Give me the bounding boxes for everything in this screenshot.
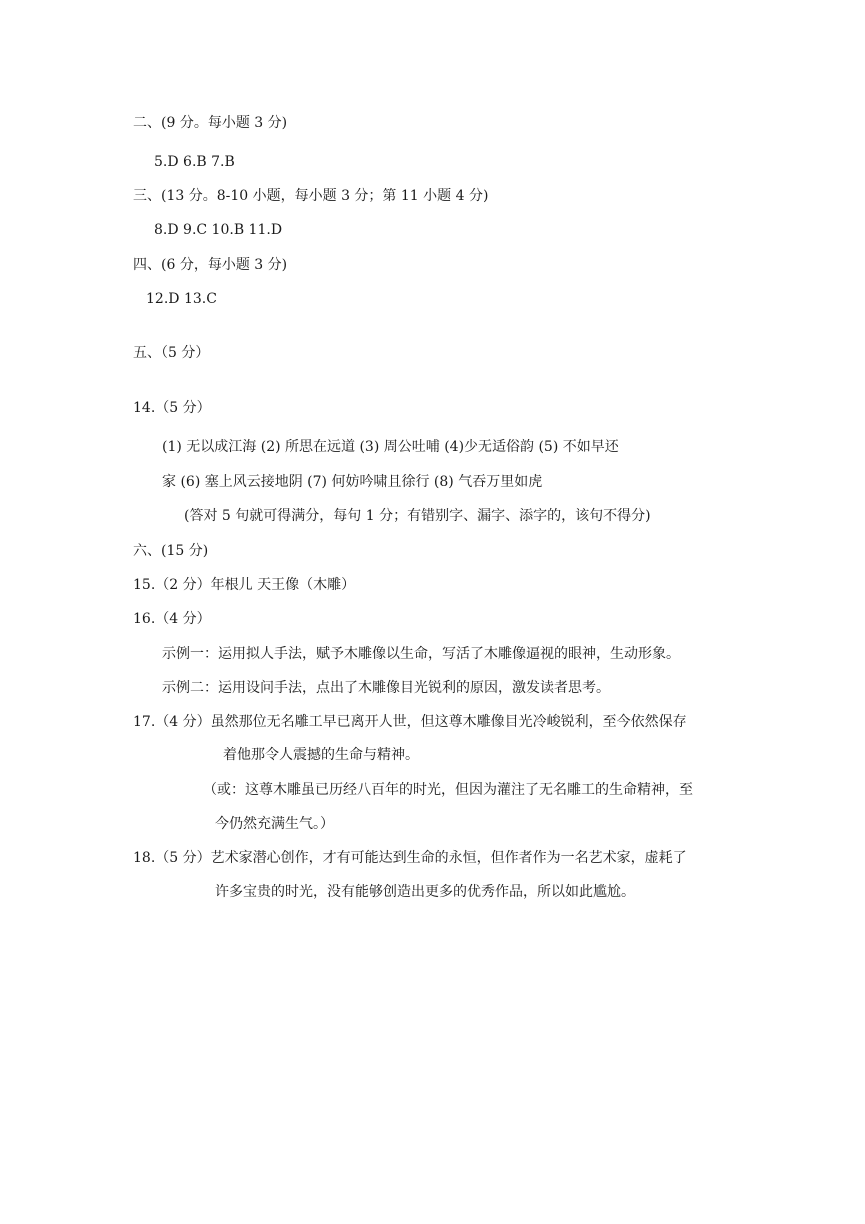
question-16-example-2: 示例二：运用设问手法，点出了木雕像目光锐利的原因，激发读者思考。 bbox=[162, 680, 610, 696]
question-15: 15.（2 分）年根儿 天王像（木雕） bbox=[133, 577, 356, 593]
question-17-line-2: 着他那令人震撼的生命与精神。 bbox=[223, 747, 419, 763]
question-17-alt-line-2: 今仍然充满生气。） bbox=[215, 816, 334, 832]
section-2-header: 二、(9 分。每小题 3 分) bbox=[133, 115, 288, 131]
section-2-answers: 5.D 6.B 7.B bbox=[154, 154, 235, 170]
question-14-note: (答对 5 句就可得满分，每句 1 分；有错别字、漏字、添字的，该句不得分) bbox=[184, 508, 651, 524]
question-17-line-1: 17.（4 分）虽然那位无名雕工早已离开人世，但这尊木雕像目光冷峻锐利，至今依然保存 bbox=[133, 714, 687, 730]
section-6-header: 六、(15 分) bbox=[133, 543, 209, 559]
question-14-line-1: (1) 无以成江海 (2) 所思在远道 (3) 周公吐哺 (4)少无适俗韵 (5) 不如早还 bbox=[162, 439, 619, 455]
section-4-header: 四、(6 分，每小题 3 分) bbox=[133, 257, 288, 273]
section-3-answers: 8.D 9.C 10.B 11.D bbox=[154, 222, 283, 238]
question-18-line-2: 许多宝贵的时光，没有能够创造出更多的优秀作品，所以如此尴尬。 bbox=[215, 884, 635, 900]
section-4-answers: 12.D 13.C bbox=[146, 291, 217, 307]
question-16-example-1: 示例一：运用拟人手法，赋予木雕像以生命，写活了木雕像逼视的眼神，生动形象。 bbox=[162, 646, 680, 662]
question-14-label: 14.（5 分） bbox=[133, 400, 211, 416]
question-16-label: 16.（4 分） bbox=[133, 611, 211, 627]
question-14-line-2: 家 (6) 塞上风云接地阴 (7) 何妨吟啸且徐行 (8) 气吞万里如虎 bbox=[162, 474, 543, 490]
section-5-header: 五、（5 分） bbox=[133, 345, 210, 361]
section-3-header: 三、(13 分。8-10 小题，每小题 3 分；第 11 小题 4 分) bbox=[133, 188, 489, 204]
question-17-alt-line-1: （或：这尊木雕虽已历经八百年的时光，但因为灌注了无名雕工的生命精神，至 bbox=[203, 782, 693, 798]
question-18-line-1: 18.（5 分）艺术家潜心创作，才有可能达到生命的永恒，但作者作为一名艺术家，虚耗了 bbox=[133, 850, 687, 866]
